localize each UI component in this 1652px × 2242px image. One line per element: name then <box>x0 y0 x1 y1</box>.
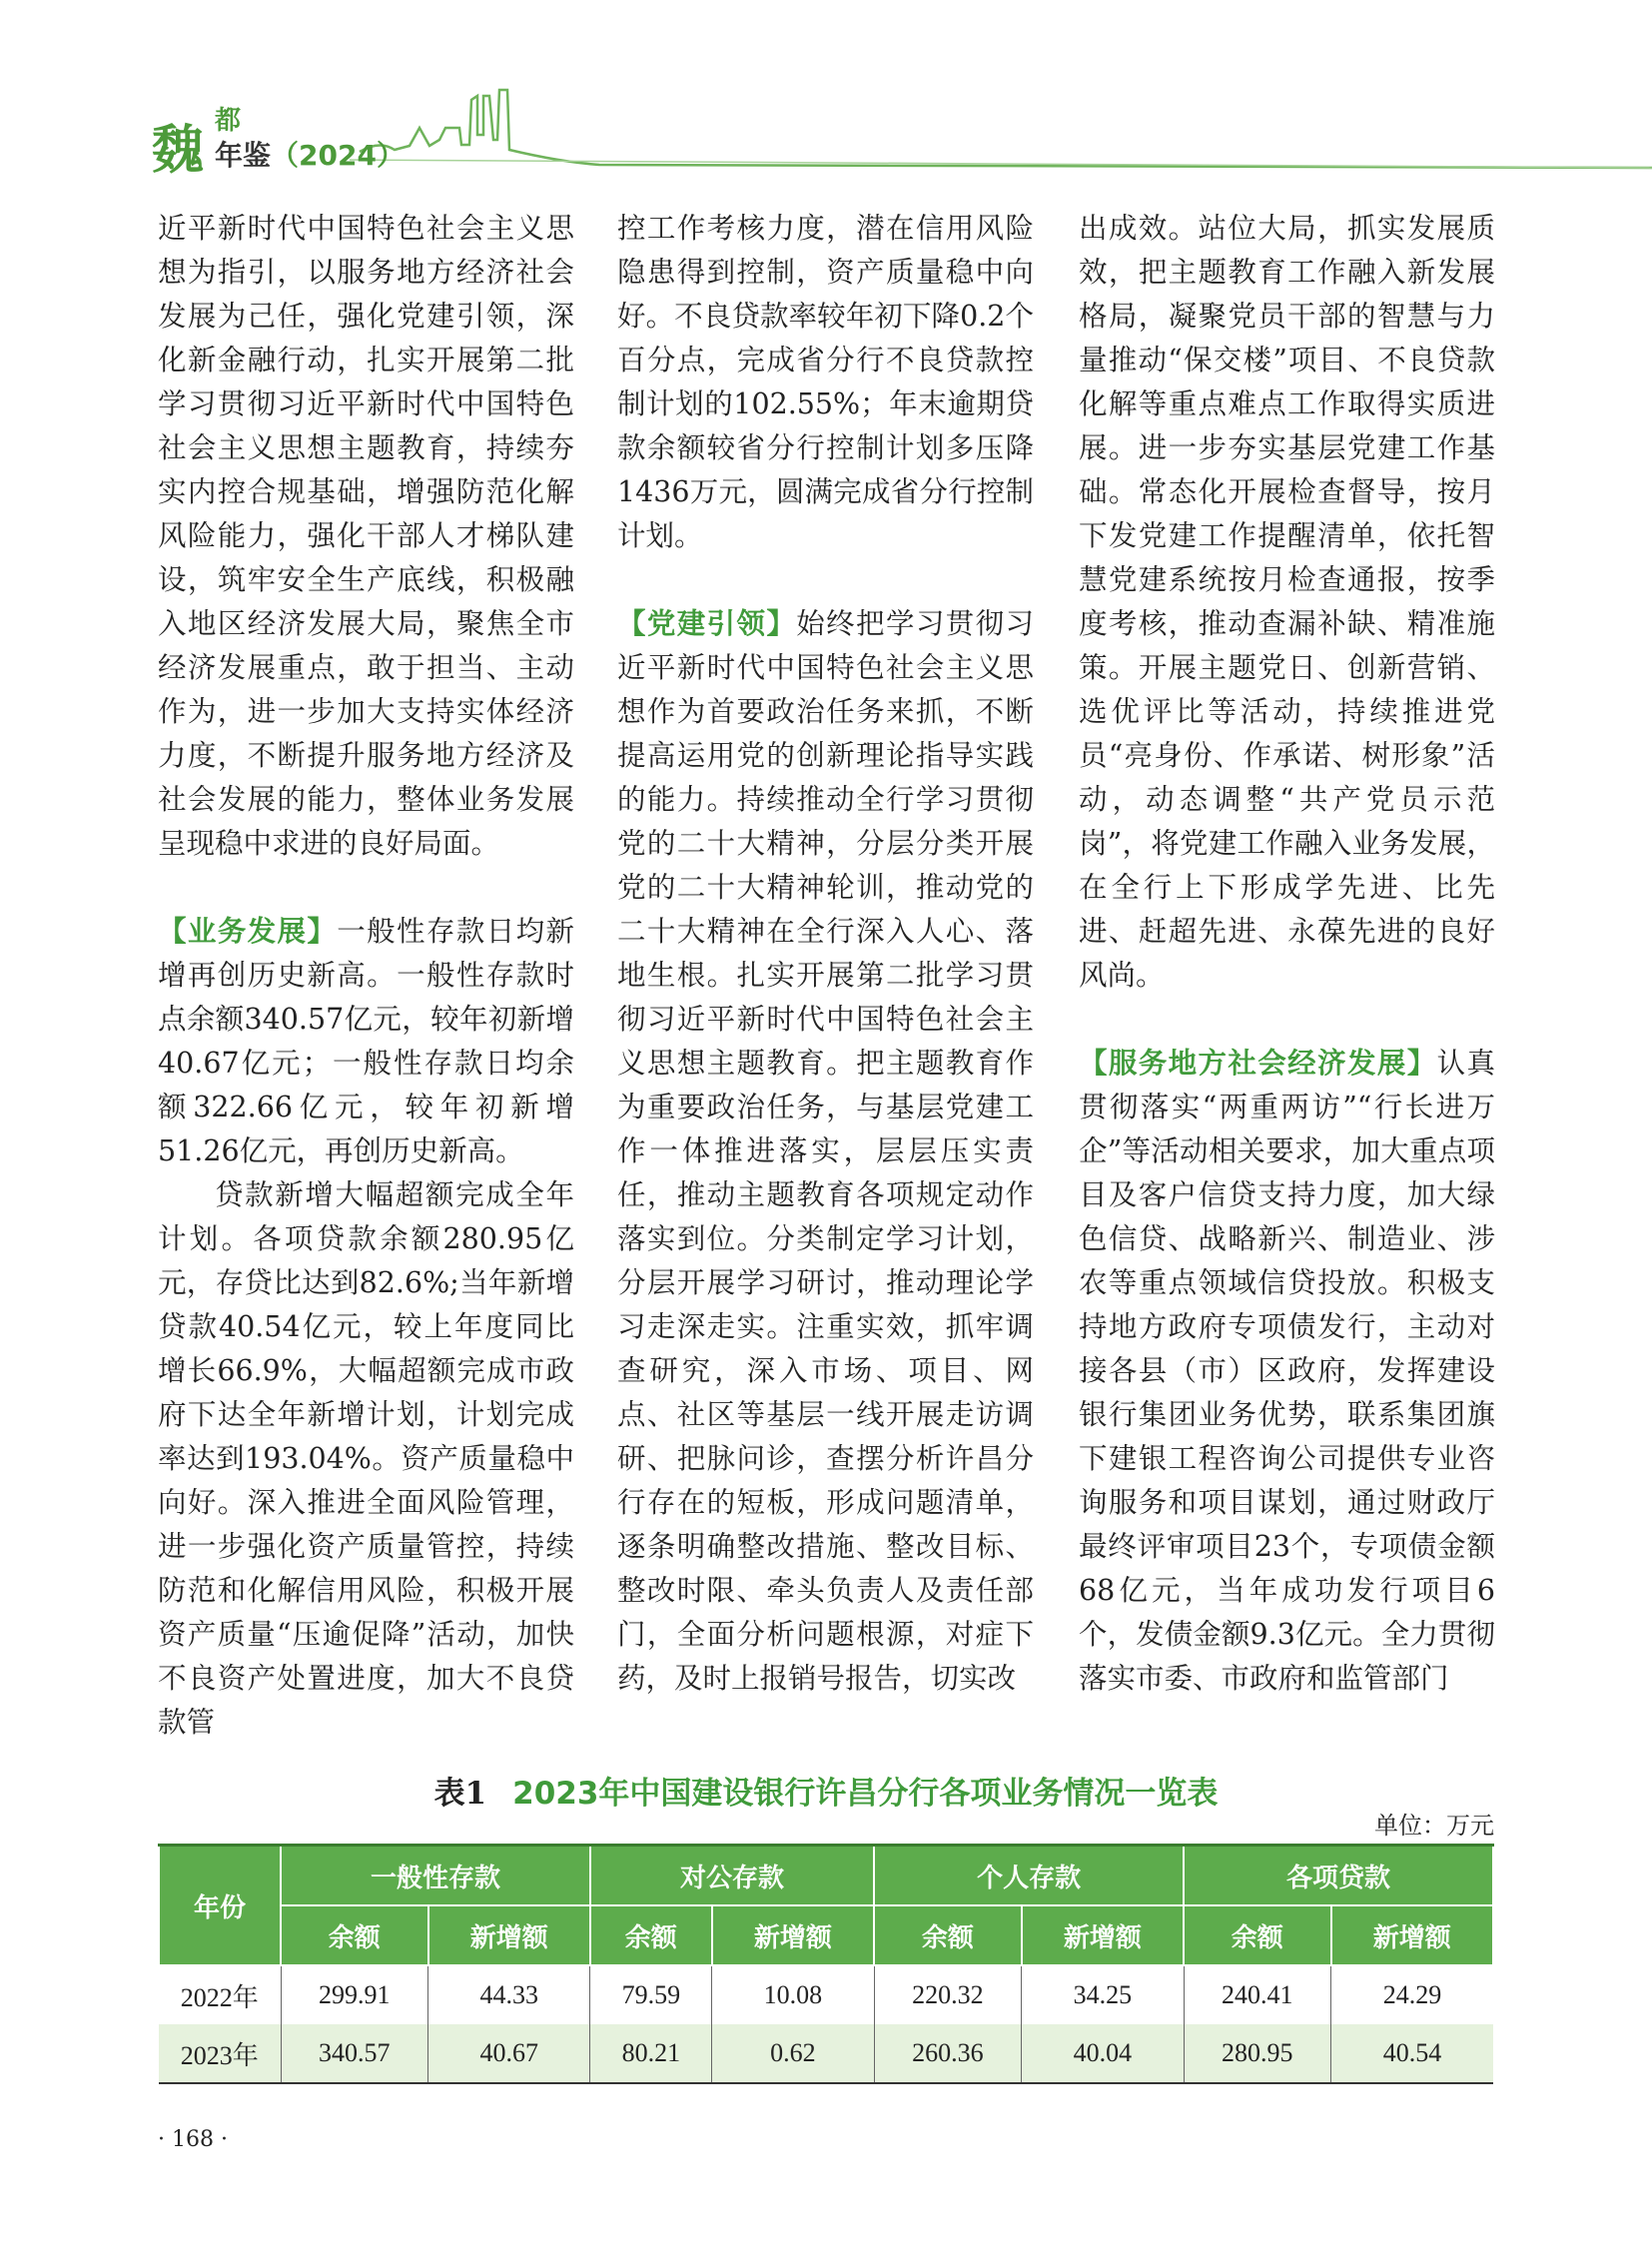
table-cell: 44.33 <box>428 1965 590 2024</box>
table-cell: 280.95 <box>1184 2024 1331 2083</box>
table-number: 表1 <box>433 1776 487 1812</box>
page-header <box>0 0 1652 190</box>
paragraph: 出成效。站位大局，抓实发展质效，把主题教育工作融入新发展格局，凝聚党员干部的智慧与力量推动“保交楼”项目、不良贷款化解等重点难点工作取得实质进展。进一步夯实基层党建工作基础。常态化开展检查督导，按月下发党建工作提醒清单，依托智慧党建系统按月检查通报，按季度考核，推动查漏补缺、精准施策。开展主题党日、创新营销、选优评比等活动，持续推进党员“亮身份、作承诺、树形象”活动，动态调整“共产党员示范岗”，将党建工作融入业务发展，在全行上下形成学先进、比先进、赶超先进、永葆先进的良好风尚。 <box>1079 212 1495 992</box>
section-heading-service: 【服务地方社会经济发展】 <box>1079 1047 1437 1080</box>
table-row <box>159 2024 1493 2083</box>
sub-header-balance: 余额 <box>590 1905 712 1965</box>
paragraph <box>617 602 1034 1701</box>
text-column-1 <box>158 207 574 1745</box>
year-header: 年份 <box>159 1846 281 1966</box>
table-cell: 299.91 <box>281 1965 428 2024</box>
table-cell: 40.67 <box>428 2024 590 2083</box>
sub-header-increase: 新增额 <box>1022 1905 1184 1965</box>
table-unit: 单位：万元 <box>1374 1812 1494 1840</box>
table-cell: 340.57 <box>281 2024 428 2083</box>
table-title-text: 2023年中国建设银行许昌分行各项业务情况一览表 <box>512 1776 1219 1812</box>
paragraph-text: 始终把学习贯彻习近平新时代中国特色社会主义思想作为首要政治任务来抓，不断提高运用党的创新理论指导实践的能力。持续推动全行学习贯彻党的二十大精神，分层分类开展党的二十大精神轮训，推动党的二十大精神在全行深入人心、落地生根。扎实开展第二批学习贯彻习近平新时代中国特色社会主义思想主题教育。把主题教育作为重要政治任务，与基层党建工作一体推进落实，层层压实责任，推动主题教育各项规定动作落实到位。分类制定学习计划，分层开展学习研讨，推动理论学习走深走实。注重实效，抓牢调查研究，深入市场、项目、网点、社区等基层一线开展走访调研、把脉问诊，查摆分析许昌分行存在的短板，形成问题清单，逐条明确整改措施、整改目标、整改时限、牵头负责人及责任部门，全面分析问题根源，对症下药，及时上报销号报告，切实改 <box>617 607 1034 1695</box>
group-header: 个人存款 <box>874 1846 1184 1906</box>
paragraph <box>1079 1042 1495 1701</box>
table-cell: 10.08 <box>712 1965 874 2024</box>
business-table <box>158 1844 1494 2084</box>
table-cell: 40.04 <box>1022 2024 1184 2083</box>
text-column-3 <box>1079 207 1495 1701</box>
paragraph: 控工作考核力度，潜在信用风险隐患得到控制，资产质量稳中向好。不良贷款率较年初下降0.2个百分点，完成省分行不良贷款控制计划的102.55%；年末逾期贷款余额较省分行控制计划多压降1436万元，圆满完成省分行控制计划。 <box>617 212 1034 552</box>
yearbook-label-text: 年鉴 <box>215 139 272 172</box>
group-header: 各项贷款 <box>1184 1846 1493 1906</box>
paragraph-text: 一般性存款日均新增再创历史新高。一般性存款时点余额340.57亿元，较年初新增40.67亿元；一般性存款日均余额322.66亿元，较年初新增51.26亿元，再创历史新高。 <box>158 915 574 1167</box>
table-cell: 40.54 <box>1331 2024 1493 2083</box>
table-cell-year: 2022年 <box>159 1965 281 2024</box>
sub-header-increase: 新增额 <box>1331 1905 1493 1965</box>
page-number: · 168 · <box>158 2127 228 2152</box>
sub-header-increase: 新增额 <box>428 1905 590 1965</box>
table-row <box>159 1965 1493 2024</box>
sub-header-balance: 余额 <box>1184 1905 1331 1965</box>
section-heading-business: 【业务发展】 <box>158 915 338 948</box>
table-cell: 34.25 <box>1022 1965 1184 2024</box>
sub-header-balance: 余额 <box>281 1905 428 1965</box>
table-cell: 0.62 <box>712 2024 874 2083</box>
table-cell: 80.21 <box>590 2024 712 2083</box>
paragraph-text: 认真贯彻落实“两重两访”“行长进万企”等活动相关要求，加大重点项目及客户信贷支持力度，加大绿色信贷、战略新兴、制造业、涉农等重点领域信贷投放。积极支持地方政府专项债发行，主动对接各县（市）区政府，发挥建设银行集团业务优势，联系集团旗下建银工程咨询公司提供专业咨询服务和项目谋划，通过财政厅最终评审项目23个，专项债金额68亿元，当年成功发行项目6个，发债金额9.3亿元。全力贯彻落实市委、市政府和监管部门 <box>1079 1047 1495 1695</box>
yearbook-year: （2024） <box>271 139 405 172</box>
group-header: 一般性存款 <box>281 1846 590 1906</box>
yearbook-logo-wei: 魏 <box>152 121 201 181</box>
table-cell: 24.29 <box>1331 1965 1493 2024</box>
sub-header-increase: 新增额 <box>712 1905 874 1965</box>
section-heading-party: 【党建引领】 <box>617 607 797 640</box>
paragraph: 近平新时代中国特色社会主义思想为指引，以服务地方经济社会发展为己任，强化党建引领，深化新金融行动，扎实开展第二批学习贯彻习近平新时代中国特色社会主义思想主题教育，持续夯实内控合规基础，增强防范化解风险能力，强化干部人才梯队建设，筑牢安全生产底线，积极融入地区经济发展大局，聚焦全市经济发展重点，敢于担当、主动作为，进一步加大支持实体经济力度，不断提升服务地方经济及社会发展的能力，整体业务发展呈现稳中求进的良好局面。 <box>158 212 574 860</box>
table-cell: 79.59 <box>590 1965 712 2024</box>
table-cell: 260.36 <box>874 2024 1022 2083</box>
text-column-2 <box>617 207 1034 1701</box>
table-cell: 240.41 <box>1184 1965 1331 2024</box>
table-cell-year: 2023年 <box>159 2024 281 2083</box>
group-header: 对公存款 <box>590 1846 874 1906</box>
paragraph: 贷款新增大幅超额完成全年计划。各项贷款余额280.95亿元，存贷比达到82.6%;当年新增贷款40.54亿元，较上年度同比增长66.9%，大幅超额完成市政府下达全年新增计划，计划完成率达到193.04%。资产质量稳中向好。深入推进全面风险管理，进一步强化资产质量管控，持续防范和化解信用风险，积极开展资产质量“压逾促降”活动，加快不良资产处置进度，加大不良贷款管 <box>158 1178 574 1739</box>
yearbook-logo-du: 都 <box>215 106 242 136</box>
table-cell: 220.32 <box>874 1965 1022 2024</box>
paragraph <box>158 910 574 1173</box>
yearbook-label <box>215 134 405 174</box>
sub-header-balance: 余额 <box>874 1905 1022 1965</box>
